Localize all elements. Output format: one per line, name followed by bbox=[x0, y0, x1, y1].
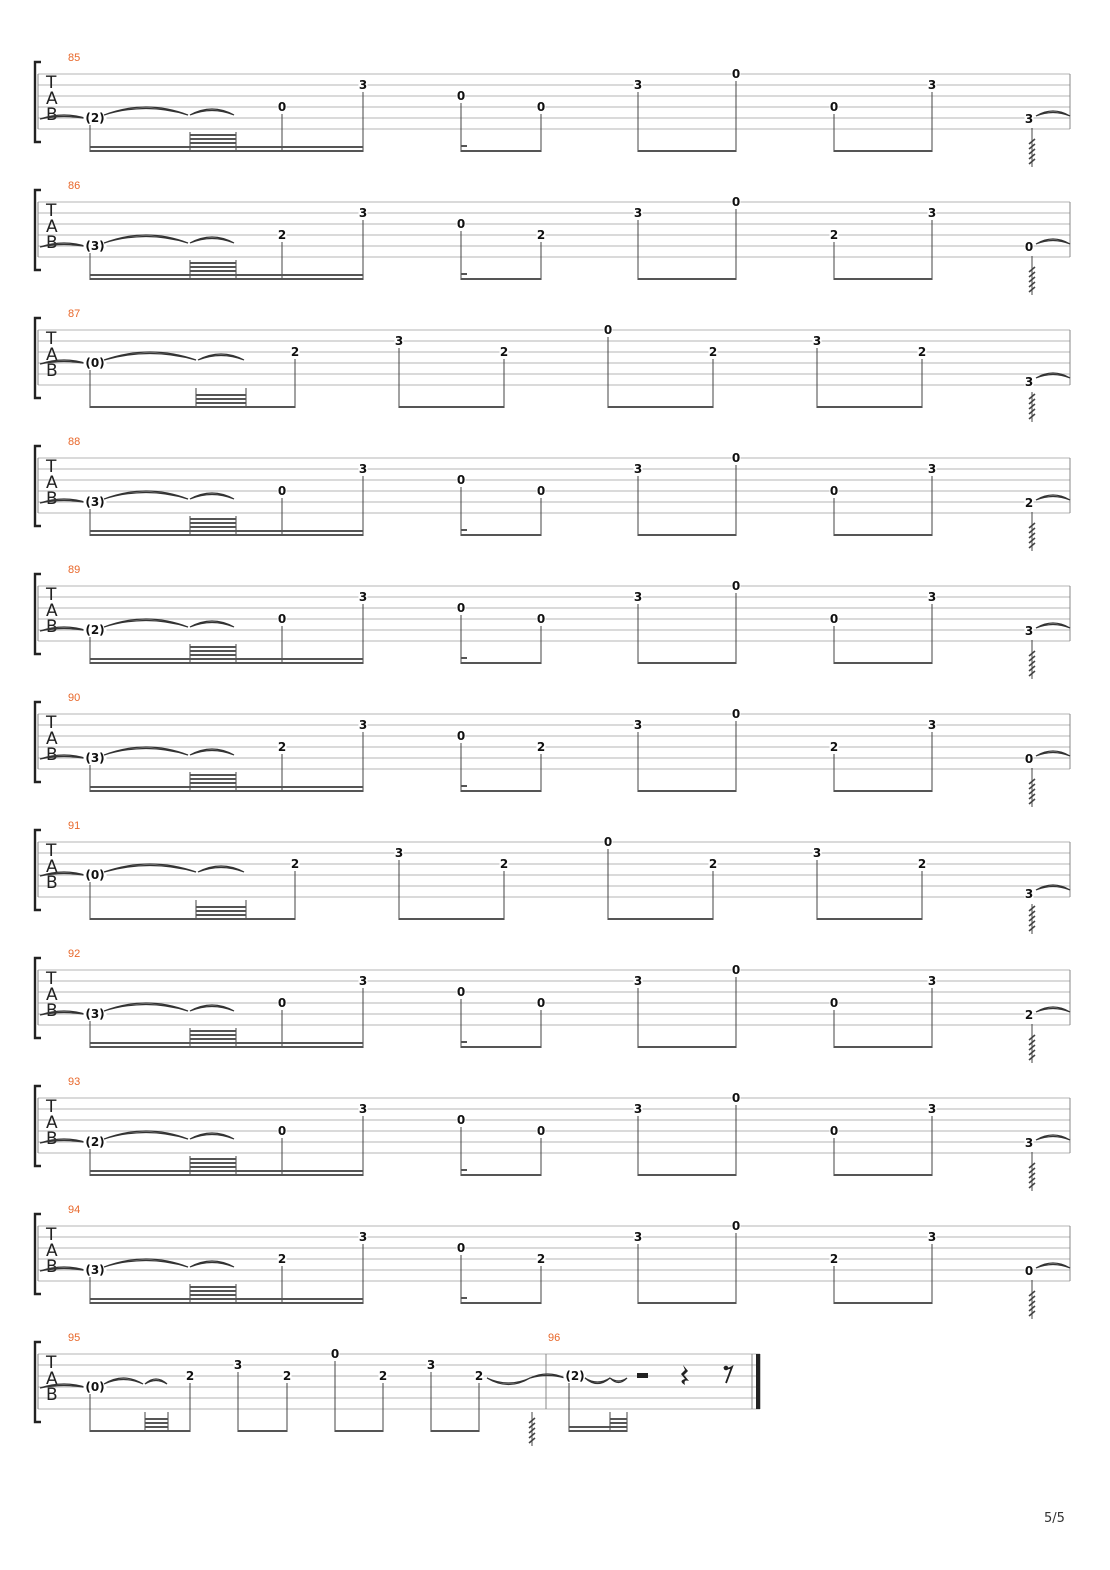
beam bbox=[817, 918, 922, 920]
beam bbox=[145, 1430, 168, 1432]
fret-number: 0 bbox=[277, 612, 287, 626]
fret-number: 0 bbox=[456, 985, 466, 999]
fret-number: 2 bbox=[282, 1369, 292, 1383]
measure-number: 91 bbox=[68, 820, 81, 832]
beam bbox=[834, 662, 932, 664]
tab-clef-t: T bbox=[46, 969, 57, 989]
fret-number: 2 bbox=[277, 740, 287, 754]
beam bbox=[190, 1290, 236, 1292]
fret-number: 3 bbox=[927, 78, 937, 92]
fret-number: 0 bbox=[456, 1241, 466, 1255]
beam bbox=[190, 650, 236, 652]
tab-system-89 bbox=[35, 564, 1070, 679]
beam bbox=[145, 1426, 168, 1428]
beam bbox=[638, 1302, 736, 1304]
tab-clef-a: A bbox=[46, 1241, 58, 1261]
beam bbox=[196, 910, 246, 912]
beam bbox=[190, 1030, 236, 1032]
fret-number: 3 bbox=[358, 1102, 368, 1116]
beam bbox=[190, 1294, 236, 1296]
beam bbox=[608, 918, 713, 920]
beam bbox=[90, 790, 363, 792]
beam bbox=[190, 1158, 236, 1160]
fret-number: 3 bbox=[358, 78, 368, 92]
beam bbox=[817, 406, 922, 408]
fret-number: 2 bbox=[917, 345, 927, 359]
beam bbox=[90, 1298, 363, 1300]
tab-clef-b: B bbox=[46, 617, 58, 637]
tab-clef-t: T bbox=[46, 841, 57, 861]
beam bbox=[190, 778, 236, 780]
fret-number: 0 bbox=[536, 996, 546, 1010]
fret-number: 2 bbox=[277, 228, 287, 242]
fret-number: 0 bbox=[1024, 1264, 1034, 1278]
beam bbox=[638, 150, 736, 152]
fret-number: (3) bbox=[85, 239, 105, 253]
beam bbox=[190, 270, 236, 272]
beam bbox=[196, 406, 246, 408]
fret-number: 2 bbox=[917, 857, 927, 871]
page-number: 5/5 bbox=[1044, 1511, 1065, 1526]
fret-number: 2 bbox=[277, 1252, 287, 1266]
fret-number: 3 bbox=[1024, 624, 1034, 638]
fret-number: 0 bbox=[1024, 752, 1034, 766]
tab-clef-t: T bbox=[46, 329, 57, 349]
tie-arc bbox=[190, 237, 234, 243]
tab-clef-a: A bbox=[46, 345, 58, 365]
tie-arc bbox=[190, 621, 234, 627]
fret-number: 3 bbox=[358, 590, 368, 604]
fret-number: 3 bbox=[233, 1358, 243, 1372]
beam bbox=[90, 662, 363, 664]
tab-clef-a: A bbox=[46, 1113, 58, 1133]
beam bbox=[190, 1162, 236, 1164]
fret-number: (3) bbox=[85, 1263, 105, 1277]
beam bbox=[190, 134, 236, 136]
fret-number: 3 bbox=[1024, 1136, 1034, 1150]
tie-arc bbox=[585, 1378, 610, 1384]
tab-system-94 bbox=[35, 1204, 1070, 1319]
fret-number: 2 bbox=[708, 345, 718, 359]
beam bbox=[335, 1430, 383, 1432]
fret-number: 0 bbox=[829, 484, 839, 498]
beam bbox=[190, 518, 236, 520]
beam bbox=[610, 1418, 627, 1420]
tab-system-86 bbox=[35, 180, 1070, 295]
tab-clef-b: B bbox=[46, 1001, 58, 1021]
fret-number: (3) bbox=[85, 495, 105, 509]
tab-clef-b: B bbox=[46, 233, 58, 253]
tab-clef-a: A bbox=[46, 729, 58, 749]
fret-number: 3 bbox=[358, 718, 368, 732]
fret-number: 3 bbox=[812, 846, 822, 860]
tab-system-92 bbox=[35, 948, 1070, 1063]
fret-number: 0 bbox=[456, 217, 466, 231]
fret-number: 0 bbox=[277, 484, 287, 498]
measure-number: 87 bbox=[68, 308, 81, 320]
tie-arc bbox=[104, 1259, 188, 1267]
fret-number: 3 bbox=[633, 590, 643, 604]
beam bbox=[638, 1046, 736, 1048]
fret-number: 0 bbox=[277, 100, 287, 114]
fret-number: 3 bbox=[394, 846, 404, 860]
fret-number: 2 bbox=[536, 228, 546, 242]
beam bbox=[190, 774, 236, 776]
fret-number: 0 bbox=[731, 707, 741, 721]
fret-number: 0 bbox=[603, 835, 613, 849]
fret-number: 2 bbox=[1024, 1008, 1034, 1022]
tab-clef-b: B bbox=[46, 1129, 58, 1149]
quarter-rest-icon bbox=[681, 1365, 689, 1385]
beam bbox=[90, 786, 363, 788]
tie-arc bbox=[1036, 623, 1070, 628]
measure-number: 89 bbox=[68, 564, 81, 576]
tab-clef-a: A bbox=[46, 217, 58, 237]
tab-clef-t: T bbox=[46, 1225, 57, 1245]
fret-number: (2) bbox=[85, 1135, 105, 1149]
beam bbox=[461, 790, 541, 792]
fret-number: 0 bbox=[731, 67, 741, 81]
tie-arc bbox=[104, 352, 196, 360]
fret-number: (3) bbox=[85, 751, 105, 765]
tie-arc bbox=[190, 1133, 234, 1139]
fret-number: (3) bbox=[85, 1007, 105, 1021]
tie-arc bbox=[1036, 1007, 1070, 1012]
fret-number: 3 bbox=[633, 718, 643, 732]
fret-number: (2) bbox=[85, 623, 105, 637]
beam bbox=[90, 406, 295, 408]
beam bbox=[399, 406, 504, 408]
fret-number: 3 bbox=[633, 206, 643, 220]
beam bbox=[638, 278, 736, 280]
fret-number: 0 bbox=[277, 996, 287, 1010]
measure-number: 90 bbox=[68, 692, 81, 704]
fret-number: 3 bbox=[426, 1358, 436, 1372]
fret-number: 3 bbox=[927, 718, 937, 732]
measure-number: 96 bbox=[548, 1332, 561, 1344]
beam bbox=[145, 1418, 168, 1420]
tab-clef-b: B bbox=[46, 1385, 58, 1405]
beam bbox=[190, 1286, 236, 1288]
fret-number: 0 bbox=[829, 612, 839, 626]
fret-number: 0 bbox=[536, 100, 546, 114]
tie-arc bbox=[104, 491, 188, 499]
beam bbox=[638, 790, 736, 792]
fret-number: 3 bbox=[927, 1102, 937, 1116]
tab-clef-a: A bbox=[46, 473, 58, 493]
beam bbox=[461, 534, 541, 536]
beam bbox=[399, 918, 504, 920]
fret-number: (0) bbox=[85, 356, 105, 370]
fret-number: (2) bbox=[85, 111, 105, 125]
beam bbox=[190, 266, 236, 268]
beam bbox=[461, 1302, 541, 1304]
tie-arc bbox=[190, 1005, 234, 1011]
measure-number: 86 bbox=[68, 180, 81, 192]
fret-number: 3 bbox=[358, 206, 368, 220]
beam bbox=[90, 274, 363, 276]
fret-number: 2 bbox=[499, 857, 509, 871]
fret-number: 2 bbox=[829, 1252, 839, 1266]
fret-number: 3 bbox=[927, 1230, 937, 1244]
tie-arc bbox=[610, 1378, 627, 1383]
tab-clef-a: A bbox=[46, 985, 58, 1005]
beam bbox=[90, 534, 363, 536]
fret-number: 0 bbox=[536, 612, 546, 626]
fret-number: 2 bbox=[829, 228, 839, 242]
measure-number: 94 bbox=[68, 1204, 81, 1216]
tie-arc bbox=[530, 1374, 565, 1378]
tab-system-87 bbox=[35, 308, 1070, 422]
tie-arc bbox=[104, 235, 188, 243]
beam bbox=[90, 1046, 363, 1048]
tab-system-85 bbox=[35, 52, 1070, 167]
tab-clef-t: T bbox=[46, 585, 57, 605]
beam bbox=[638, 1174, 736, 1176]
fret-number: 3 bbox=[633, 78, 643, 92]
tab-system-93 bbox=[35, 1076, 1070, 1191]
fret-number: 3 bbox=[358, 974, 368, 988]
fret-number: 0 bbox=[731, 195, 741, 209]
tab-clef-b: B bbox=[46, 105, 58, 125]
measure-number: 95 bbox=[68, 1332, 81, 1344]
beam bbox=[90, 146, 363, 148]
beam bbox=[834, 1302, 932, 1304]
tab-clef-t: T bbox=[46, 73, 57, 93]
beam bbox=[190, 646, 236, 648]
tie-arc bbox=[104, 1378, 143, 1384]
fret-number: 2 bbox=[1024, 496, 1034, 510]
tab-clef-b: B bbox=[46, 745, 58, 765]
beam bbox=[461, 278, 541, 280]
fret-number: 0 bbox=[731, 451, 741, 465]
fret-number: 3 bbox=[358, 1230, 368, 1244]
fret-number: 2 bbox=[536, 1252, 546, 1266]
fret-number: 3 bbox=[927, 462, 937, 476]
fret-number: 0 bbox=[536, 484, 546, 498]
fret-number: (2) bbox=[565, 1369, 585, 1383]
fret-number: 2 bbox=[708, 857, 718, 871]
beam bbox=[190, 1034, 236, 1036]
beam bbox=[610, 1422, 627, 1424]
tie-arc bbox=[190, 109, 234, 115]
tie-arc bbox=[1036, 239, 1070, 244]
fret-number: 0 bbox=[731, 1091, 741, 1105]
beam bbox=[190, 526, 236, 528]
fret-number: 0 bbox=[829, 996, 839, 1010]
fret-number: 3 bbox=[927, 974, 937, 988]
tie-arc bbox=[104, 107, 188, 115]
tie-arc bbox=[104, 747, 188, 755]
beam bbox=[190, 782, 236, 784]
fret-number: 0 bbox=[536, 1124, 546, 1138]
tab-clef-t: T bbox=[46, 1097, 57, 1117]
fret-number: 2 bbox=[290, 857, 300, 871]
beam bbox=[431, 1430, 479, 1432]
measure-number: 85 bbox=[68, 52, 81, 64]
tie-arc bbox=[1036, 111, 1070, 116]
tab-system-91 bbox=[35, 820, 1070, 934]
tab-clef-a: A bbox=[46, 89, 58, 109]
fret-number: 2 bbox=[829, 740, 839, 754]
half-rest-icon bbox=[637, 1373, 648, 1378]
fret-number: 0 bbox=[456, 473, 466, 487]
tab-clef-t: T bbox=[46, 457, 57, 477]
fret-number: 0 bbox=[603, 323, 613, 337]
fret-number: 2 bbox=[185, 1369, 195, 1383]
tie-arc bbox=[190, 1261, 234, 1267]
fret-number: 0 bbox=[456, 1113, 466, 1127]
tie-arc bbox=[104, 1003, 188, 1011]
beam bbox=[834, 150, 932, 152]
beam bbox=[461, 1174, 541, 1176]
tie-arc bbox=[1036, 495, 1070, 500]
beam bbox=[461, 1046, 541, 1048]
tie-arc bbox=[1036, 751, 1070, 756]
tab-clef-t: T bbox=[46, 201, 57, 221]
beam bbox=[196, 394, 246, 396]
tie-arc bbox=[190, 493, 234, 499]
fret-number: 3 bbox=[633, 462, 643, 476]
fret-number: 0 bbox=[731, 579, 741, 593]
fret-number: (0) bbox=[85, 868, 105, 882]
fret-number: 0 bbox=[456, 729, 466, 743]
beam bbox=[834, 278, 932, 280]
tie-arc bbox=[487, 1378, 530, 1385]
tie-arc bbox=[1036, 1135, 1070, 1140]
tab-system-90 bbox=[35, 692, 1070, 807]
beam bbox=[190, 262, 236, 264]
beam bbox=[90, 1170, 363, 1172]
fret-number: 0 bbox=[829, 1124, 839, 1138]
beam bbox=[834, 1174, 932, 1176]
beam bbox=[190, 142, 236, 144]
tie-arc bbox=[198, 866, 244, 872]
tab-clef-b: B bbox=[46, 489, 58, 509]
tab-clef-b: B bbox=[46, 873, 58, 893]
final-barline bbox=[756, 1354, 760, 1409]
beam bbox=[190, 522, 236, 524]
beam bbox=[196, 402, 246, 404]
fret-number: 2 bbox=[499, 345, 509, 359]
fret-number: 3 bbox=[633, 1102, 643, 1116]
fret-number: 0 bbox=[277, 1124, 287, 1138]
tab-clef-t: T bbox=[46, 713, 57, 733]
tie-arc bbox=[145, 1379, 167, 1384]
fret-number: 0 bbox=[456, 601, 466, 615]
measure-number: 88 bbox=[68, 436, 81, 448]
beam bbox=[90, 918, 295, 920]
beam bbox=[196, 906, 246, 908]
fret-number: 3 bbox=[633, 974, 643, 988]
fret-number: 0 bbox=[731, 963, 741, 977]
tab-system-95 bbox=[35, 1332, 760, 1446]
measure-number: 92 bbox=[68, 948, 81, 960]
beam bbox=[90, 278, 363, 280]
beam bbox=[90, 1302, 363, 1304]
tie-arc bbox=[1036, 1263, 1070, 1268]
beam bbox=[461, 662, 541, 664]
tie-arc bbox=[104, 864, 196, 872]
fret-number: 0 bbox=[330, 1347, 340, 1361]
beam bbox=[834, 534, 932, 536]
beam bbox=[190, 654, 236, 656]
beam bbox=[145, 1422, 168, 1424]
tie-arc bbox=[190, 749, 234, 755]
tab-clef-b: B bbox=[46, 1257, 58, 1277]
beam bbox=[190, 138, 236, 140]
fret-number: (0) bbox=[85, 1380, 105, 1394]
tab-system-88 bbox=[35, 436, 1070, 551]
tab-clef-t: T bbox=[46, 1353, 57, 1373]
fret-number: 3 bbox=[1024, 112, 1034, 126]
fret-number: 3 bbox=[633, 1230, 643, 1244]
beam bbox=[569, 1430, 627, 1432]
beam bbox=[90, 1042, 363, 1044]
beam bbox=[569, 1426, 627, 1428]
fret-number: 0 bbox=[829, 100, 839, 114]
beam bbox=[190, 1166, 236, 1168]
beam bbox=[196, 398, 246, 400]
beam bbox=[196, 914, 246, 916]
fret-number: 2 bbox=[378, 1369, 388, 1383]
tie-arc bbox=[104, 1131, 188, 1139]
beam bbox=[90, 1430, 190, 1432]
beam bbox=[196, 918, 246, 920]
fret-number: 3 bbox=[1024, 887, 1034, 901]
fret-number: 2 bbox=[290, 345, 300, 359]
tie-arc bbox=[104, 619, 188, 627]
fret-number: 3 bbox=[394, 334, 404, 348]
beam bbox=[90, 1174, 363, 1176]
beam bbox=[608, 406, 713, 408]
measure-number: 93 bbox=[68, 1076, 81, 1088]
fret-number: 3 bbox=[927, 206, 937, 220]
fret-number: 0 bbox=[1024, 240, 1034, 254]
fret-number: 3 bbox=[927, 590, 937, 604]
beam bbox=[90, 150, 363, 152]
tie-arc bbox=[198, 354, 244, 360]
beam bbox=[834, 1046, 932, 1048]
tab-clef-a: A bbox=[46, 601, 58, 621]
fret-number: 3 bbox=[1024, 375, 1034, 389]
fret-number: 2 bbox=[536, 740, 546, 754]
beam bbox=[238, 1430, 287, 1432]
tab-clef-a: A bbox=[46, 857, 58, 877]
fret-number: 3 bbox=[812, 334, 822, 348]
fret-number: 0 bbox=[731, 1219, 741, 1233]
tab-clef-b: B bbox=[46, 361, 58, 381]
beam bbox=[90, 658, 363, 660]
fret-number: 0 bbox=[456, 89, 466, 103]
tab-clef-a: A bbox=[46, 1369, 58, 1389]
beam bbox=[90, 530, 363, 532]
beam bbox=[638, 662, 736, 664]
beam bbox=[638, 534, 736, 536]
beam bbox=[461, 150, 541, 152]
beam bbox=[190, 1038, 236, 1040]
fret-number: 3 bbox=[358, 462, 368, 476]
fret-number: 2 bbox=[474, 1369, 484, 1383]
beam bbox=[834, 790, 932, 792]
